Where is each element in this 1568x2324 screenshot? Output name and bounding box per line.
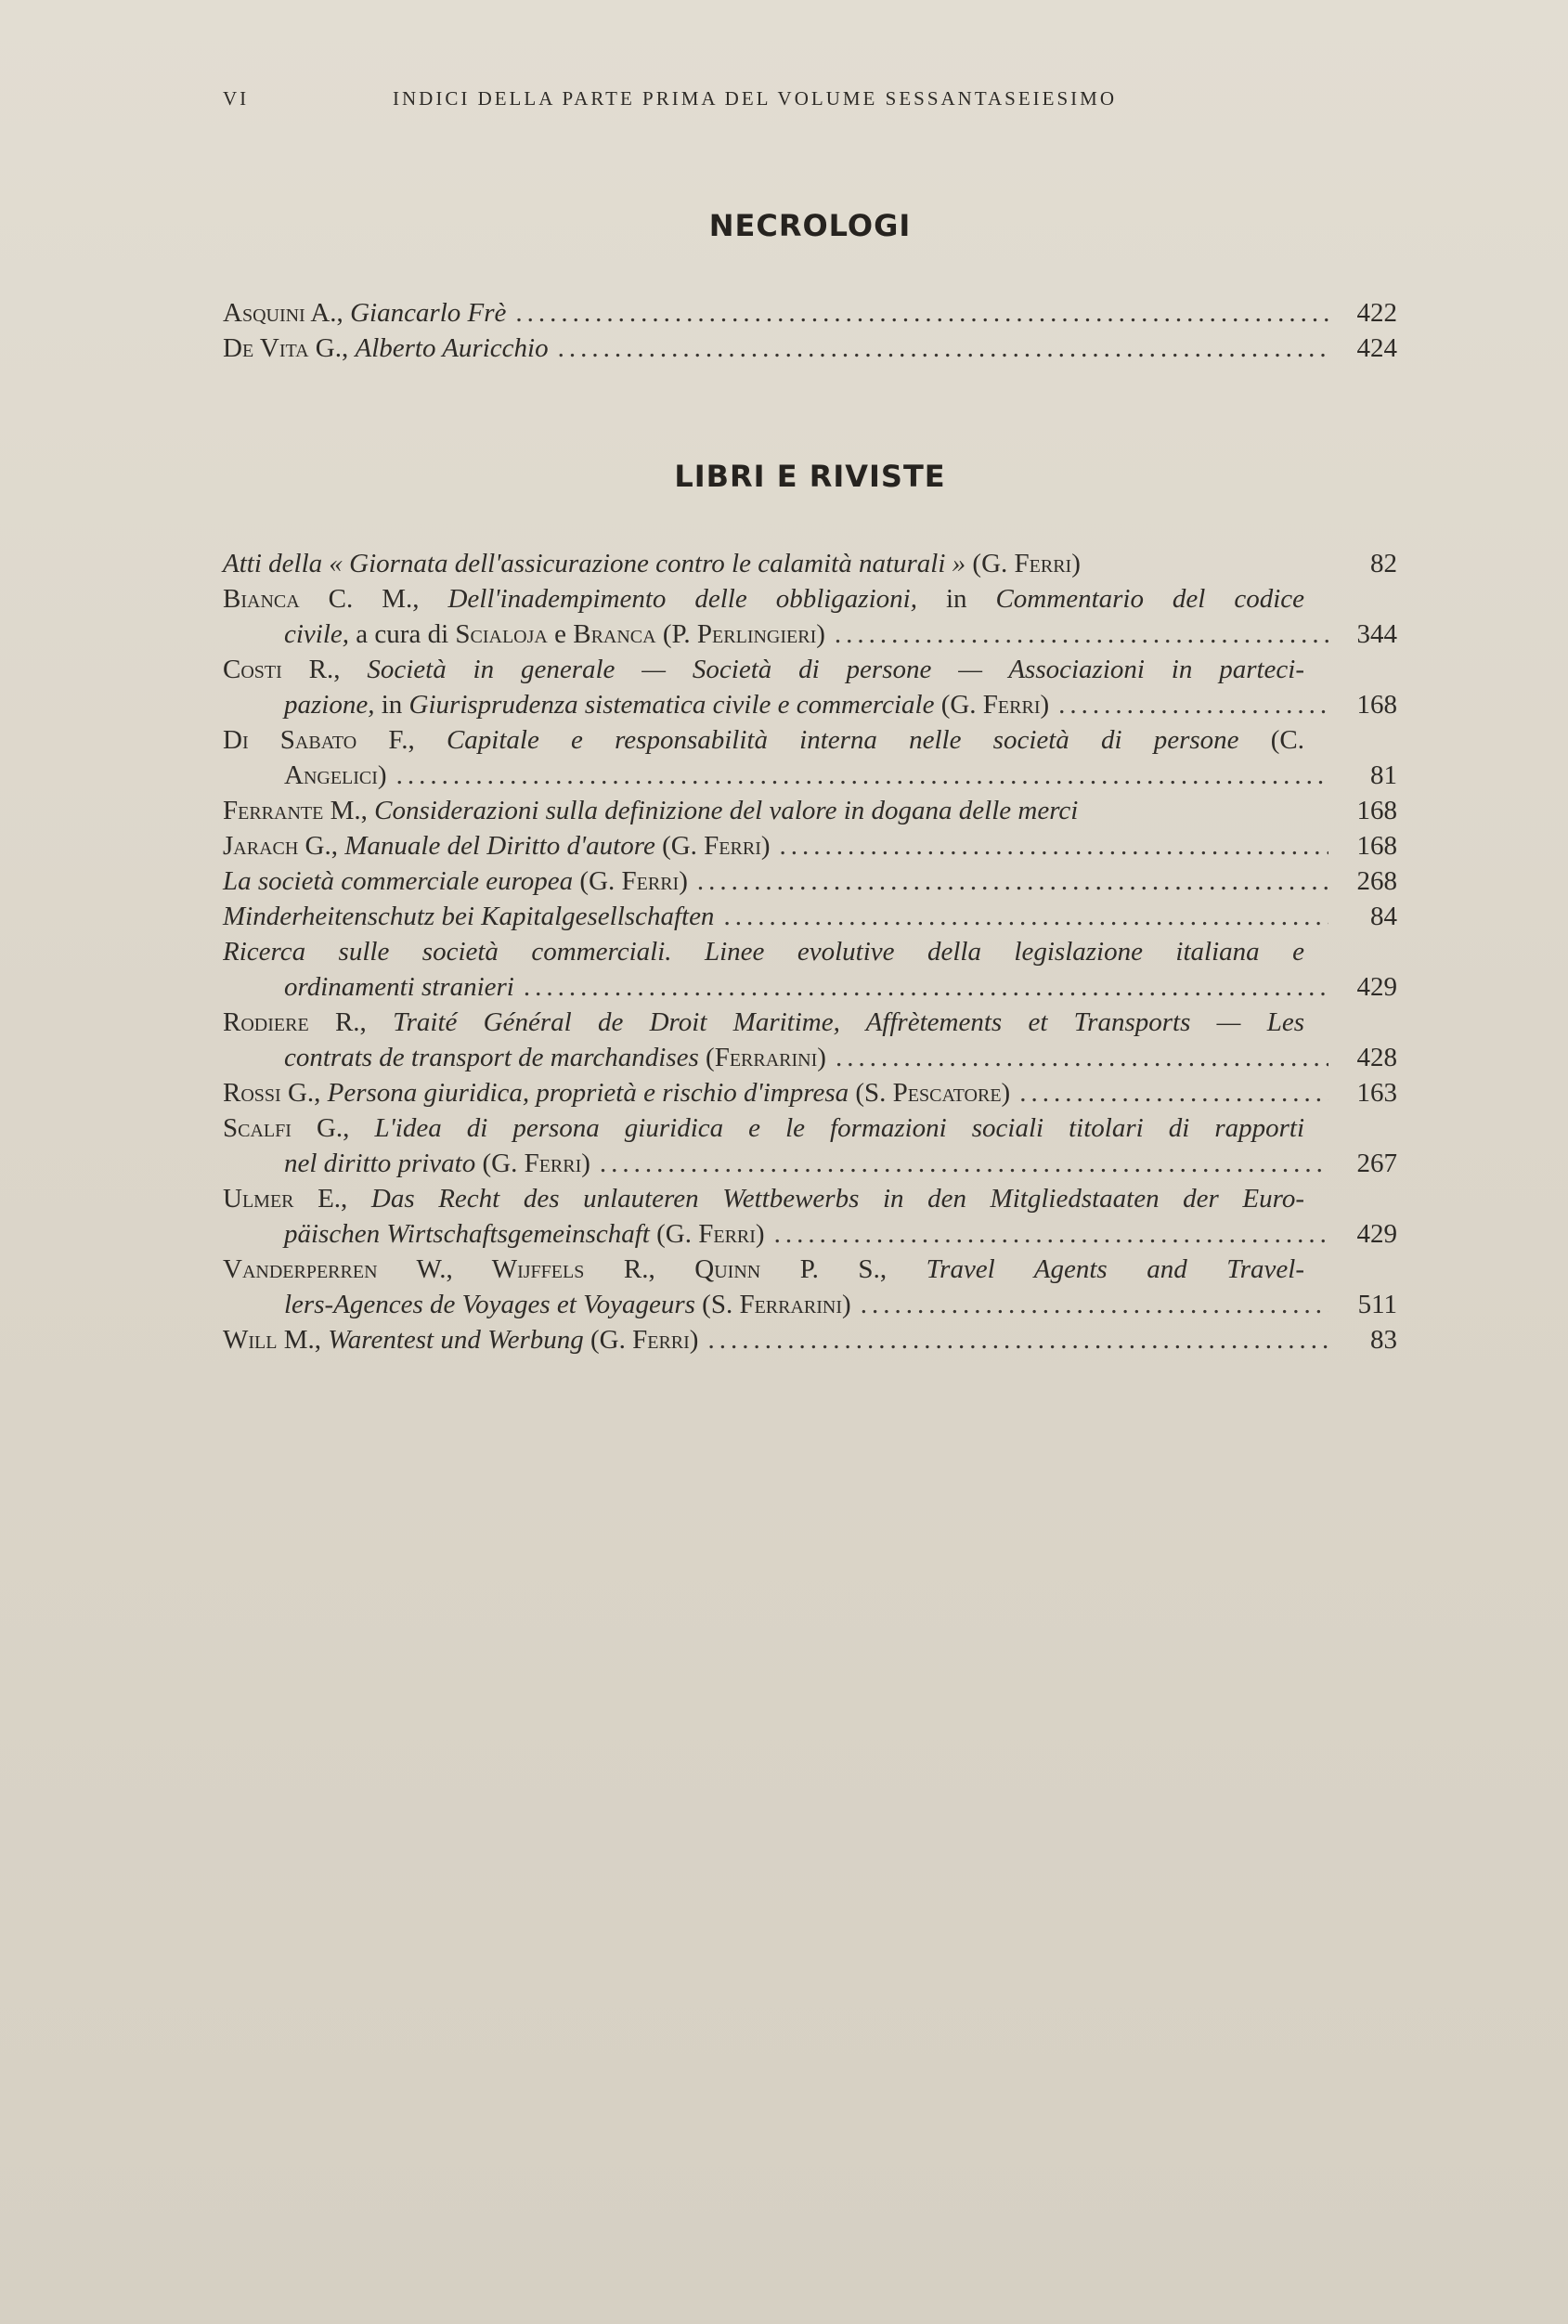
page-number: 82	[1370, 549, 1397, 578]
dot-leader	[558, 331, 1328, 366]
entry-author: Will M.,	[223, 1325, 322, 1355]
page-number: 429	[1356, 1219, 1397, 1249]
connector: in	[381, 690, 403, 720]
entry-title: Traité Général de Droit Maritime, Affrètements et Transports — Les	[393, 1007, 1304, 1037]
list-item	[223, 1005, 1397, 1075]
list-item	[223, 295, 1397, 331]
entry-title-cont: päischen Wirtschaftsgemeinschaft	[284, 1219, 650, 1249]
entry-title: Società in generale — Società di persone — Associazioni in parteci-	[367, 655, 1304, 684]
entry-title: Das Recht des unlauteren Wettbewerbs in den Mitgliedstaaten der Euro-	[370, 1184, 1304, 1214]
entry-title: Persona giuridica, proprietà e rischio d'impresa	[327, 1078, 849, 1108]
page-number: 428	[1356, 1043, 1397, 1072]
page-number: 424	[1356, 333, 1397, 363]
entry-author: Bianca C. M.,	[223, 584, 420, 614]
entry-title-cont: pazione,	[284, 690, 375, 720]
list-item	[223, 863, 1397, 899]
entry-reviewer: (G. Ferri)	[940, 690, 1050, 720]
entry-title: Considerazioni sulla definizione del valore in dogana delle merci	[374, 796, 1079, 825]
entry-author: Ulmer E.,	[223, 1184, 348, 1214]
entry-title: Minderheitenschutz bei Kapitalgesellschaften	[223, 902, 715, 931]
entry-author: Ferrante M.,	[223, 796, 368, 825]
entry-reviewer: (C.	[1270, 725, 1304, 755]
list-item	[223, 1181, 1397, 1252]
list-item	[223, 1252, 1397, 1322]
list-item	[223, 1322, 1397, 1357]
page-number: 422	[1356, 298, 1397, 328]
running-head	[223, 87, 1225, 115]
entry-title-cont: ordinamenti stranieri	[284, 972, 514, 1002]
entry-author: Di Sabato F.,	[223, 725, 415, 755]
page-number: 168	[1356, 690, 1397, 720]
entry-title-2: Commentario del codice	[995, 584, 1304, 614]
entry-title: L'idea di persona giuridica e le formazioni sociali titolari di rapporti	[374, 1113, 1304, 1143]
page-number: 81	[1370, 760, 1397, 790]
connector: a cura di	[356, 619, 449, 649]
page-folio: VI	[223, 87, 250, 110]
list-item	[223, 1075, 1397, 1110]
entry-reviewer: (G. Ferri)	[590, 1325, 699, 1355]
connector: e	[554, 619, 566, 649]
dot-leader	[835, 617, 1328, 652]
entry-title: Warentest und Werbung	[328, 1325, 584, 1355]
entry-author: Vanderperren W., Wijffels R., Quinn P. S.,	[223, 1254, 888, 1284]
libri-riviste-list	[223, 546, 1397, 1357]
dot-leader	[780, 828, 1328, 863]
page-number: 84	[1370, 902, 1397, 931]
entry-reviewer: G. Ferri	[981, 549, 1072, 578]
entry-title-2: Giurisprudenza sistematica civile e commerciale	[408, 690, 935, 720]
entry-title-cont: civile,	[284, 619, 350, 649]
entry-author: Asquini A.,	[223, 298, 343, 328]
entry-title: La società commerciale europea	[223, 866, 574, 896]
entry-author: Rossi G.,	[223, 1078, 321, 1108]
page-number: 344	[1356, 619, 1397, 649]
entry-title: Dell'inadempimento delle obbligazioni,	[447, 584, 917, 614]
entry-reviewer: (Ferrarini)	[706, 1043, 826, 1072]
paren: )	[1071, 549, 1081, 578]
entry-reviewer: (G. Ferri)	[579, 866, 688, 896]
dot-leader	[515, 295, 1328, 331]
entry-title: Travel Agents and Travel-	[926, 1254, 1304, 1284]
section-title-libri-riviste: LIBRI E RIVISTE	[674, 459, 946, 494]
list-item	[223, 1110, 1397, 1181]
dot-leader	[861, 1287, 1328, 1322]
dot-leader	[774, 1216, 1328, 1252]
dot-leader	[707, 1322, 1328, 1357]
connector: in	[945, 584, 967, 614]
list-item	[223, 793, 1397, 828]
entry-title: Alberto Auricchio	[355, 333, 549, 363]
entry-title: Ricerca sulle società commerciali. Linee evolutive della legislazione italiana e	[223, 937, 1304, 967]
page-number: 168	[1356, 831, 1397, 861]
dot-leader	[1019, 1075, 1328, 1110]
page-number: 168	[1356, 796, 1397, 825]
entry-author: De Vita G.,	[223, 333, 349, 363]
list-item	[223, 652, 1397, 722]
paren: (	[972, 549, 982, 578]
entry-title-cont: nel diritto privato	[284, 1149, 476, 1178]
entry-reviewer: (S. Ferrarini)	[702, 1290, 851, 1319]
page-number: 83	[1370, 1325, 1397, 1355]
entry-author: Rodiere R.,	[223, 1007, 367, 1037]
entry-reviewer: (G. Ferri)	[662, 831, 771, 861]
list-item	[223, 581, 1397, 652]
section-title-necrologi: NECROLOGI	[708, 208, 912, 243]
entry-title-cont: lers-Agences de Voyages et Voyageurs	[284, 1290, 695, 1319]
dot-leader	[524, 969, 1328, 1005]
page-number: 163	[1356, 1078, 1397, 1108]
list-item	[223, 934, 1397, 1005]
entry-title-cont: contrats de transport de marchandises	[284, 1043, 699, 1072]
list-item	[223, 331, 1397, 366]
dot-leader	[1058, 687, 1328, 722]
page-number: 267	[1356, 1149, 1397, 1178]
entry-reviewer: (S. Pescatore)	[855, 1078, 1011, 1108]
entry-title: Atti della « Giornata dell'assicurazione contro le calamità naturali »	[223, 549, 966, 578]
editor-name: Scialoja	[455, 619, 548, 649]
page-number: 268	[1356, 866, 1397, 896]
entry-title: Capitale e responsabilità interna nelle società di persone	[446, 725, 1239, 755]
list-item	[223, 899, 1397, 934]
entry-reviewer: (P. Perlingieri)	[662, 619, 825, 649]
entry-author: Jarach G.,	[223, 831, 338, 861]
entry-title: Manuale del Diritto d'autore	[344, 831, 655, 861]
dot-leader	[600, 1146, 1328, 1181]
entry-author: Costi R.,	[223, 655, 341, 684]
dot-leader	[396, 758, 1328, 793]
list-item	[223, 828, 1397, 863]
necrologi-list	[223, 295, 1397, 366]
entry-reviewer: (G. Ferri)	[482, 1149, 590, 1178]
page-number: 429	[1356, 972, 1397, 1002]
page-number: 511	[1357, 1290, 1397, 1319]
entry-reviewer: (G. Ferri)	[656, 1219, 765, 1249]
dot-leader	[836, 1040, 1328, 1075]
list-item	[223, 722, 1397, 793]
dot-leader	[723, 899, 1328, 934]
dot-leader	[697, 863, 1328, 899]
editor-name: Branca	[573, 619, 656, 649]
entry-author: Scalfi G.,	[223, 1113, 350, 1143]
list-item	[223, 546, 1397, 581]
entry-reviewer-cont: Angelici)	[284, 760, 387, 790]
entry-title: Giancarlo Frè	[350, 298, 507, 328]
running-title: INDICI DELLA PARTE PRIMA DEL VOLUME SESSANTASEIESIMO	[393, 87, 1117, 110]
